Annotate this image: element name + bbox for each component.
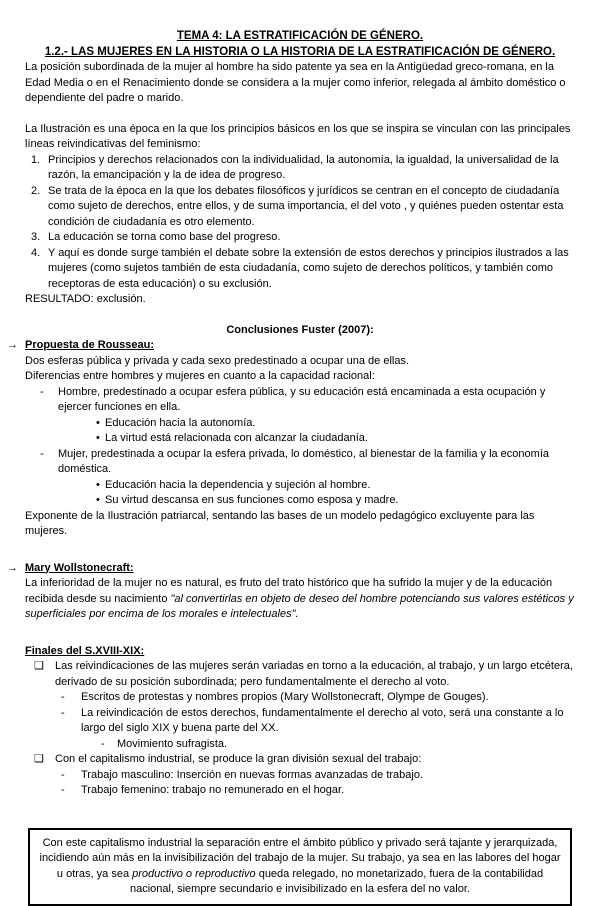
hombre-sub-2 <box>25 431 575 447</box>
numbered-item-text: Se trata de la época en la que los debates filosóficos y jurídicos se centran en el concepto de ciudadanía como sujeto de derechos, entre ellos, y de suma importancia, el del voto , y quiénes pueden ostentar esta condición de ciudadanía es otro elemento. <box>48 184 564 228</box>
dot-marker: • <box>96 432 100 444</box>
numbered-item-text: La educación se torna como base del progreso. <box>48 231 281 243</box>
conclusiones-title: Conclusiones Fuster (2007): <box>226 323 374 336</box>
dash-marker: - <box>40 385 44 398</box>
finales-subsub-text: Movimiento sufragista. <box>117 737 228 750</box>
summary-text-italic: productivo o reproductivo <box>132 867 256 880</box>
mujer-item <box>25 447 575 478</box>
dot-marker: • <box>96 494 100 506</box>
dash-marker: - <box>61 784 65 796</box>
dot-marker: • <box>96 478 100 491</box>
hombre-item <box>25 385 575 416</box>
finales-sub-text: Escritos de protestas y nombres propios (Mary Wollstonecraft, Olympe de Gouges). <box>81 691 489 703</box>
finales-sub-text: La reivindicación de estos derechos, fundamentalmente el derecho al voto, será una constante a lo largo del siglo XIX y buena parte del XX. <box>81 706 564 734</box>
numbered-item-text: Principios y derechos relacionados con la individualidad, la autonomía, la igualdad, la universalidad de la razón, la emancipación y la de idea de progreso. <box>48 153 559 181</box>
ilustracion-lead: La Ilustración es una época en la que los principios básicos en los que se inspira se vinculan con las principales líneas reivindicativas del feminismo: <box>25 122 571 150</box>
dot-marker: • <box>96 416 100 429</box>
wollstonecraft-paragraph <box>25 576 575 623</box>
summary-text-1: Con este capitalismo industrial la separación entre el ámbito público y privado será tajante y jerarquizada, incidiendo aún más en la invisibilización del trabajo de la mujer. Su trabajo, ya sea en las labores del hogar u otras, ya sea <box>39 836 561 880</box>
resultado-line: RESULTADO: exclusión. <box>25 293 146 305</box>
finales-bullet-text: Con el capitalismo industrial, se produce la gran división sexual del trabajo: <box>55 753 422 765</box>
rousseau-closing: Exponente de la Ilustración patriarcal, sentando las bases de un modelo pedagógico excluyente para las mujeres. <box>25 509 535 537</box>
number-marker: 2. <box>31 184 41 197</box>
arrow-icon: → <box>7 339 18 351</box>
finales-heading: Finales del S.XVIII-XIX: <box>25 644 145 657</box>
finales-bullet-text: Las reivindicaciones de las mujeres serán variadas en torno a la educación, al trabajo, y un largo etcétera, derivado de su posición subordinada; pero fundamentalmente el derecho al voto. <box>55 660 573 688</box>
finales-bullet-1 <box>25 659 575 690</box>
dash-marker: - <box>61 691 65 703</box>
mujer-sub-text: Educación hacia la dependencia y sujeción al hombre. <box>105 478 371 491</box>
wollstonecraft-heading: Mary Wollstonecraft: <box>25 561 134 574</box>
finales-bullet-2-sub-2 <box>25 783 575 799</box>
finales-bullet-2 <box>25 752 575 768</box>
dash-marker: - <box>40 447 44 460</box>
rousseau-heading: Propuesta de Rousseau: <box>25 339 154 351</box>
wollstonecraft-text: La inferioridad de la mujer no es natural, es fruto del trato histórico que ha sufrido la mujer y de la educación recibida desde su nacimiento <box>25 577 553 605</box>
document-subtitle: 1.2.- LAS MUJERES EN LA HISTORIA O LA HISTORIA DE LA ESTRATIFICACIÓN DE GÉNERO. <box>44 46 556 58</box>
numbered-item-1 <box>25 153 575 184</box>
number-marker: 4. <box>31 246 41 259</box>
mujer-text: Mujer, predestinada a ocupar la esfera privada, lo doméstico, al bienestar de la familia y la economía doméstica. <box>58 447 549 475</box>
rousseau-heading-row <box>7 338 575 354</box>
mujer-sub-2 <box>25 493 575 509</box>
dash-marker: - <box>61 768 65 781</box>
finales-sub-text: Trabajo femenino: trabajo no remunerado en el hogar. <box>81 784 345 796</box>
hombre-sub-text: Educación hacia la autonomía. <box>105 416 256 429</box>
summary-box <box>28 828 572 906</box>
hombre-sub-1 <box>25 416 575 432</box>
wollstonecraft-heading-row <box>7 561 575 577</box>
summary-text-2: queda relegado, no monetarizado, fuera de la contabilidad nacional, siempre secundario e invisibilizado en la esfera del no valor. <box>130 867 544 895</box>
arrow-icon: → <box>7 561 18 574</box>
dash-marker: - <box>61 706 65 719</box>
square-bullet-icon: ❑ <box>34 660 44 672</box>
mujer-sub-1 <box>25 478 575 494</box>
document-title: TEMA 4: LA ESTRATIFICACIÓN DE GÉNERO. <box>176 30 424 42</box>
dash-marker: - <box>101 737 105 750</box>
mujer-sub-text: Su virtud descansa en sus funciones como esposa y madre. <box>105 494 399 506</box>
numbered-item-4 <box>25 246 575 293</box>
finales-bullet-1-subsub <box>25 737 575 753</box>
hombre-text: Hombre, predestinado a ocupar esfera pública, y su educación está encaminada a esta ocupación y ejercer funciones en ella. <box>58 385 546 413</box>
square-bullet-icon: ❑ <box>34 753 44 765</box>
number-marker: 3. <box>31 231 41 243</box>
rousseau-line2: Diferencias entre hombres y mujeres en cuanto a la capacidad racional: <box>25 370 375 382</box>
wollstonecraft-quote: "al convertirlas en objeto de deseo del hombre potenciando sus valores estéticos y superficiales por encima de los morales e intelectuales". <box>25 592 574 620</box>
finales-sub-text: Trabajo masculino: Inserción en nuevas formas avanzadas de trabajo. <box>81 768 424 781</box>
hombre-sub-text: La virtud está relacionada con alcanzar la ciudadanía. <box>105 432 368 444</box>
finales-bullet-2-sub-1 <box>25 768 575 784</box>
number-marker: 1. <box>31 153 41 166</box>
numbered-item-2 <box>25 184 575 231</box>
intro-paragraph: La posición subordinada de la mujer al hombre ha sido patente ya sea en la Antigüedad greco-romana, en la Edad Media o en el Renacimiento donde se considera a la mujer como inferior, relegada al ámbito doméstico o dependiente del padre o marido. <box>25 61 566 104</box>
rousseau-line1: Dos esferas pública y privada y cada sexo predestinado a ocupar una de ellas. <box>25 354 410 367</box>
finales-bullet-1-sub-2 <box>25 706 575 737</box>
numbered-item-3 <box>25 230 575 246</box>
finales-bullet-1-sub-1 <box>25 690 575 706</box>
numbered-item-text: Y aquí es donde surge también el debate sobre la extensión de estos derechos y principios ilustrados a las mujeres (como sujetos también de esta ciudadanía, como sujeto de derechos políticos, y también como receptoras de esta educación) o su exclusión. <box>48 246 569 290</box>
